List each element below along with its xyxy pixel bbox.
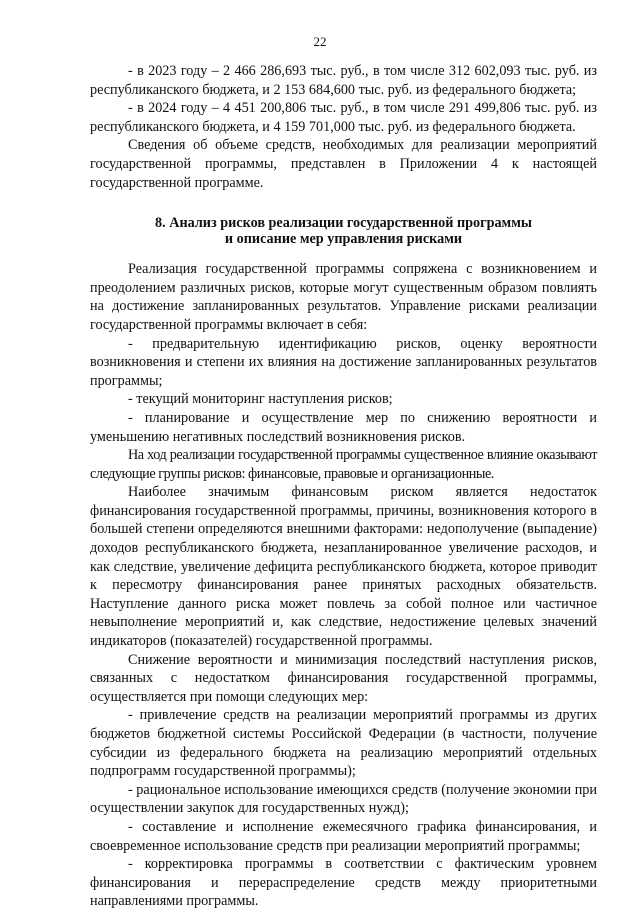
appendix-reference-paragraph: Сведения об объеме средств, необходимых для реализации мероприятий государственной программы, представлен в Приложении 4 к настоящей государственной программе. xyxy=(90,137,597,191)
mitigation-item-adjustment: - корректировка программы в соответствии с фактическим уровнем финансирования и перераспределение средств между приоритетными направлениями программы. xyxy=(90,856,597,910)
mitigation-item-schedule: - составление и исполнение ежемесячного графика финансирования, и своевременное использование средств при реализации мероприятий программы; xyxy=(90,818,597,854)
risk-groups-paragraph: На ход реализации государственной программы существенное влияние оказывают следующие группы рисков: финансовые, правовые и организационные. xyxy=(90,447,597,482)
risk-intro-paragraph: Реализация государственной программы сопряжена с возникновением и преодолением различных рисков, которые могут существенным образом повлиять на достижение запланированных результатов. Управление рисками реализации государственной программы включает в себя: xyxy=(90,261,597,333)
risk-list-item-monitoring: - текущий мониторинг наступления рисков; xyxy=(128,391,393,408)
mitigation-item-rational-use: - рациональное использование имеющихся средств (получение экономии при осуществлении закупок для государственных нужд); xyxy=(90,781,597,817)
funding-2024-paragraph: - в 2024 году – 4 451 200,806 тыс. руб., в том числе 291 499,806 тыс. руб. из республиканского бюджета, и 4 159 701,000 тыс. руб. из федерального бюджета. xyxy=(90,100,597,135)
mitigation-item-attract-funds: - привлечение средств на реализации мероприятий программы из других бюджетов бюджетной системы Российской Федерации (в частности, получение субсидии из федерального бюджета на реализацию мероприятий отдельных подпрограмм государственной программы); xyxy=(90,707,597,780)
section-heading-line-2: и описание мер управления рисками xyxy=(224,231,463,248)
section-heading xyxy=(90,215,597,247)
financial-risk-paragraph: Наиболее значимым финансовым риском является недостаток финансирования государственной программы, причины, возникновения которого в большей степени определяются внешними факторами: недополучение (выпадение) доходов республиканского бюджета, незапланированное увеличение расходов, и как следствие, увеличение дефицита республиканского бюджета, которое приводит к пересмотру финансирования ранее принятых расходных обязательств. Наступление данного риска может повлечь за собой полное или частичное невыполнение мероприятий и, как следствие, недостижение целевых значений индикаторов (показателей) государственной программы. xyxy=(90,484,597,650)
mitigation-intro-paragraph: Снижение вероятности и минимизация последствий наступления рисков, связанных с недостатком финансирования государственной программы, осуществляется при помощи следующих мер: xyxy=(90,651,597,705)
funding-2023-paragraph: - в 2023 году – 2 466 286,693 тыс. руб., в том числе 312 602,093 тыс. руб. из республиканского бюджета, и 2 153 684,600 тыс. руб. из федерального бюджета; xyxy=(90,63,597,98)
page-number: 22 xyxy=(313,34,327,49)
risk-list-item-identification: - предварительную идентификацию рисков, оценку вероятности возникновения и степени их влияния на достижение запланированных результатов программы; xyxy=(90,335,597,389)
document-body xyxy=(90,62,597,911)
section-heading-line-1: 8. Анализ рисков реализации государственной программы xyxy=(155,215,532,232)
risk-list-item-planning: - планирование и осуществление мер по снижению вероятности и уменьшению негативных последствий возникновения рисков. xyxy=(90,409,597,445)
